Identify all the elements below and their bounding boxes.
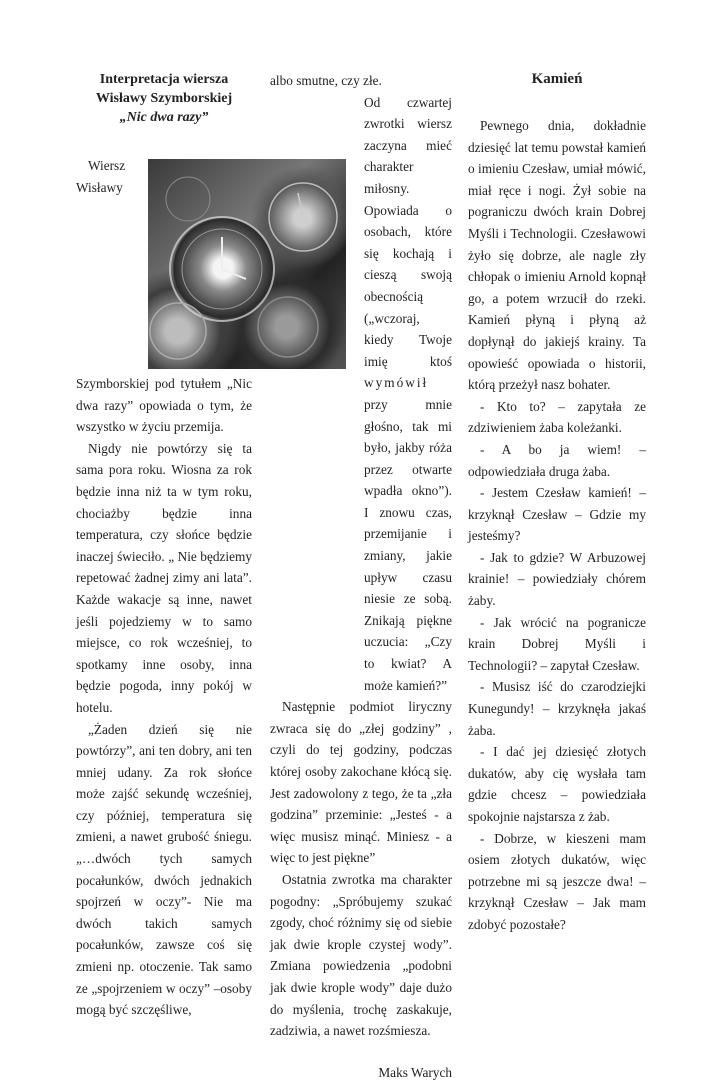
story-kamien (468, 70, 646, 936)
article-interpretacja-continued (270, 70, 452, 1083)
article-subtitle: „Nic dwa razy” (119, 110, 209, 125)
paragraph: - Jestem Czesław kamień! – krzyknął Czesław – Gdzie my jesteśmy? (468, 485, 646, 544)
paragraph: - I dać jej dziesięć złotych dukatów, aby cię wysłała tam gdzie chcesz – powiedziała spokojnie najstarsza z żab. (468, 744, 646, 824)
article-title-line1: Interpretacja wiersza (99, 72, 229, 87)
text-run-spaced: wymówił (364, 375, 429, 391)
article-title-line2: Wisławy Szymborskiej (95, 91, 233, 106)
author-signature: Maks Warych (378, 1064, 452, 1080)
article-interpretacja (76, 70, 252, 1021)
paragraph: - Jak wrócić na pogranicze krain Dobrej Myśli i Technologii? – zapytał Czesław. (468, 614, 646, 673)
paragraph: Pewnego dnia, dokładnie dziesięć lat temu powstał kamień o imieniu Czesław, umiał mówić, miał ręce i nogi. Żył sobie na pograniczu dwóch krain Dobrej Myśli i Technologii. Czesławowi żyło się dobrze, ale nagle zły chłopak o imieniu Arnold kopnął go, a potem wrzucił do rzeki. Kamień płyną i płyną aż dopłynął do jakiejś krainy. Ta opowieść opowiada o historii, którą przeżył nasz bohater. (468, 118, 646, 393)
paragraph: Wiersz Wisławy Szymborskiej pod tytułem „Nic dwa razy” opowiada o tym, że wszystko w życiu przemija. (76, 158, 252, 435)
text-run: Od czwartej zwrotki wiersz zaczyna mieć charakter miłosny. Opowiada o osobach, które się kochają i cieszą swoją obecnością („wczoraj, kiedy Twoje imię ktoś (364, 94, 452, 369)
paragraph: - Jak to gdzie? W Arbuzowej krainie! – powiedziały chórem żaby. (468, 549, 646, 609)
paragraph: „Żaden dzień się nie powtórzy”, ani ten dobry, ani ten mniej udany. Za rok słońce może zajść sekundę wcześniej, czy później, temperatura się zmieni, a nawet grubość śniegu. „…dwóch tych samych pocałunków, dwóch jednakich spojrzeń w oczy”- Nie ma dwóch takich samych pocałunków, zawsze coś się zmieni np. otoczenie. Tak samo ze „spojrzeniem w oczy” –osoby mogą być szczęśliwe, (76, 721, 252, 1018)
paragraph: - Dobrze, w kieszeni mam osiem złotych dukatów, więc potrzebne mi są jeszcze dwa! – krzyknął Czesław – Jak mam zdobyć pozostałe? (468, 830, 646, 932)
paragraph: albo smutne, czy złe. (270, 73, 382, 88)
story-title: Kamień (531, 71, 583, 87)
paragraph: - Musisz iść do czarodziejki Kunegundy! – krzyknęła jakaś żaba. (468, 679, 646, 738)
text-run: przy mnie głośno, tak mi było, jakby róża przez otwarte wpadła okno”). I znowu czas, przemijanie i zmiany, jakie upływ czasu niesie ze sobą. Znikają piękne uczucia: „Czy to kwiat? A może kamień?” (364, 396, 452, 693)
paragraph: Ostatnia zwrotka ma charakter pogodny: „Spróbujemy szukać zgody, choć różnimy się od siebie jak dwie krople czystej wody”. Zmiana powiedzenia „podobni jak dwie krople wody” daje dużo do myślenia, trochę zaskakuje, zadziwia, a nawet rozśmiesza. (270, 871, 452, 1039)
paragraph: - Kto to? – zapytała ze zdziwieniem żaba koleżanki. (468, 398, 646, 436)
paragraph: Następnie podmiot liryczny zwraca się do „złej godziny” , czyli do tej godziny, podczas której osoby zakochane kłócą się. Jest zadowolony z tego, że ta „zła godzina” przeminie: „Jesteś - a więc musisz minąć. Miniesz - a więc to jest piękne” (270, 699, 452, 866)
paragraph (270, 92, 452, 697)
paragraph: Nigdy nie powtórzy się ta sama pora roku. Wiosna za rok będzie inna niż ta w tym roku, chociażby będzie inna temperatura, czy słońce będzie inaczej świeciło. „ Nie będziemy repetować żadnej zimy ani lata”. Każde wakacje są inne, nawet jeśli pojedziemy w to samo miejsce, co rok wcześniej, to spotkamy inne osoby, inna będzie pogoda, inny pokój w hotelu. (76, 440, 252, 715)
paragraph: - A bo ja wiem! – odpowiedziała druga żaba. (468, 441, 646, 479)
